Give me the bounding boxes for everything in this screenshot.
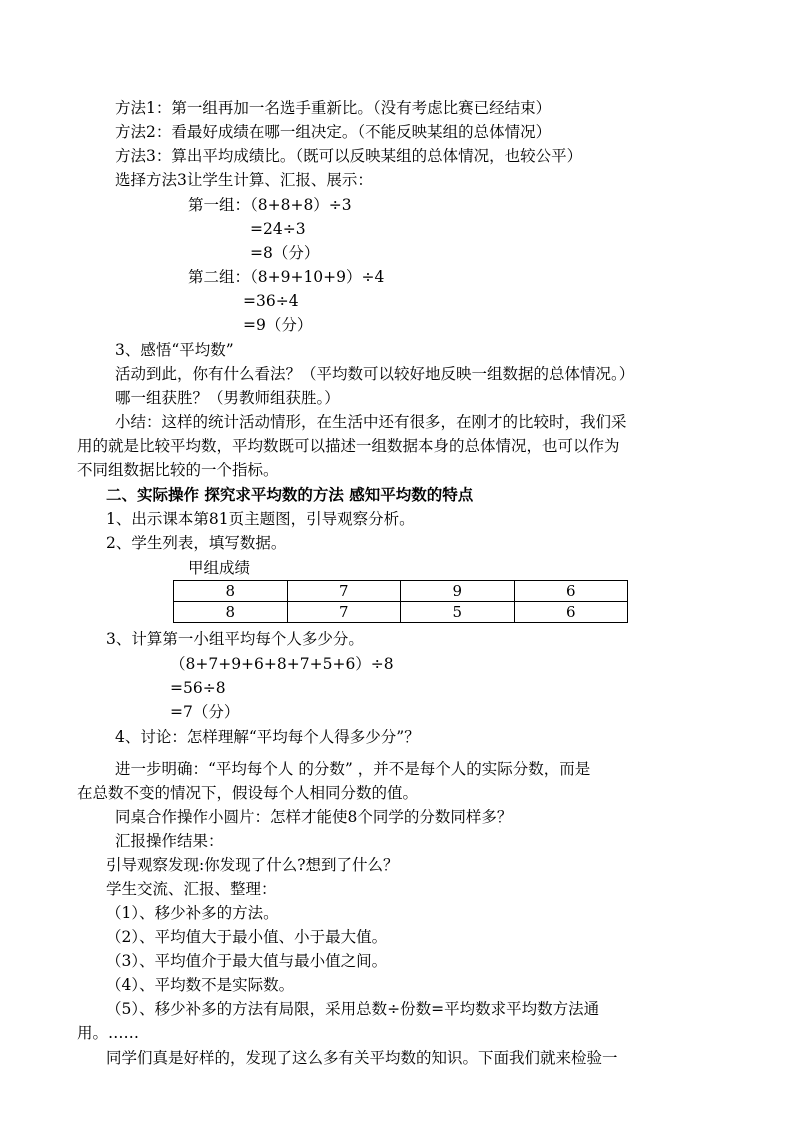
table-cell: 5 [401,602,515,623]
exchange-line: 学生交流、汇报、整理： [106,880,277,898]
cooperate-line: 同桌合作操作小圆片：怎样才能使8个同学的分数同样多？ [115,808,513,826]
clarify-line-1: 进一步明确：“平均每个人 的分数” ，并不是每个人的实际分数，而是 [115,760,591,778]
table-row [174,581,628,602]
method-1-line: 方法1：第一组再加一名选手重新比。（没有考虑比赛已经结束） [115,99,552,117]
finding-2: （2）、平均值大于最小值、小于最大值。 [106,928,388,946]
step-3-line: 3、计算第一小组平均每个人多少分。 [106,630,364,648]
group1-result: =8（分） [250,244,320,262]
clarify-line-2: 在总数不变的情况下，假设每个人相同分数的值。 [77,784,419,802]
scores-table [173,580,628,623]
group1-step: =24÷3 [250,220,306,238]
choose-method-line: 选择方法3让学生计算、汇报、展示： [115,171,373,189]
winner-line: 哪一组获胜？（男教师组获胜。） [115,389,340,407]
method-3-line: 方法3：算出平均成绩比。（既可以反映某组的总体情况，也较公平） [115,147,583,165]
table-cell: 7 [287,602,401,623]
observe-line: 引导观察发现:你发现了什么?想到了什么？ [106,856,399,874]
table-cell: 6 [514,581,628,602]
finding-5-cont: 用。…… [77,1024,140,1042]
group2-formula: 第二组：（8+9+10+9）÷4 [188,268,385,286]
group1-formula: 第一组：（8+8+8）÷3 [188,196,352,214]
table-cell: 8 [174,602,288,623]
table-caption: 甲组成绩 [188,559,251,577]
summary-line-2: 用的就是比较平均数，平均数既可以描述一组数据本身的总体情况，也可以作为 [77,437,620,455]
finding-1: （1）、移少补多的方法。 [106,904,279,922]
table-cell: 8 [174,581,288,602]
avg-step: =56÷8 [170,679,226,697]
step-2-line: 2、学生列表，填写数据。 [106,534,287,552]
group2-result: =9（分） [243,316,313,334]
table-row [174,602,628,623]
table-cell: 6 [514,602,628,623]
avg-result: =7（分） [170,703,240,721]
section-heading-3: 3、感悟“平均数” [115,341,234,359]
finding-4: （4）、平均数不是实际数。 [106,976,295,994]
activity-line: 活动到此，你有什么看法？（平均数可以较好地反映一组数据的总体情况。） [115,365,635,383]
finding-5: （5）、移少补多的方法有局限，采用总数÷份数=平均数求平均数方法通 [106,1000,600,1018]
summary-line-1: 小结：这样的统计活动情形，在生活中还有很多，在刚才的比较时，我们采 [115,413,627,431]
step-1-line: 1、出示课本第81页主题图，引导观察分析。 [106,510,415,528]
step-4-line: 4、讨论：怎样理解“平均每个人得多少分”？ [115,728,420,746]
summary-line-3: 不同组数据比较的一个指标。 [77,461,279,479]
table-cell: 9 [401,581,515,602]
report-line: 汇报操作结果： [115,832,224,850]
section-heading-2: 二、实际操作 探究求平均数的方法 感知平均数的特点 [106,485,474,504]
closing-line: 同学们真是好样的，发现了这么多有关平均数的知识。下面我们就来检验一 [106,1049,618,1067]
avg-formula: （8+7+9+6+8+7+5+6）÷8 [170,655,394,673]
table-cell: 7 [287,581,401,602]
group2-step: =36÷4 [243,292,299,310]
method-2-line: 方法2：看最好成绩在哪一组决定。（不能反映某组的总体情况） [115,123,552,141]
finding-3: （3）、平均值介于最大值与最小值之间。 [106,952,388,970]
